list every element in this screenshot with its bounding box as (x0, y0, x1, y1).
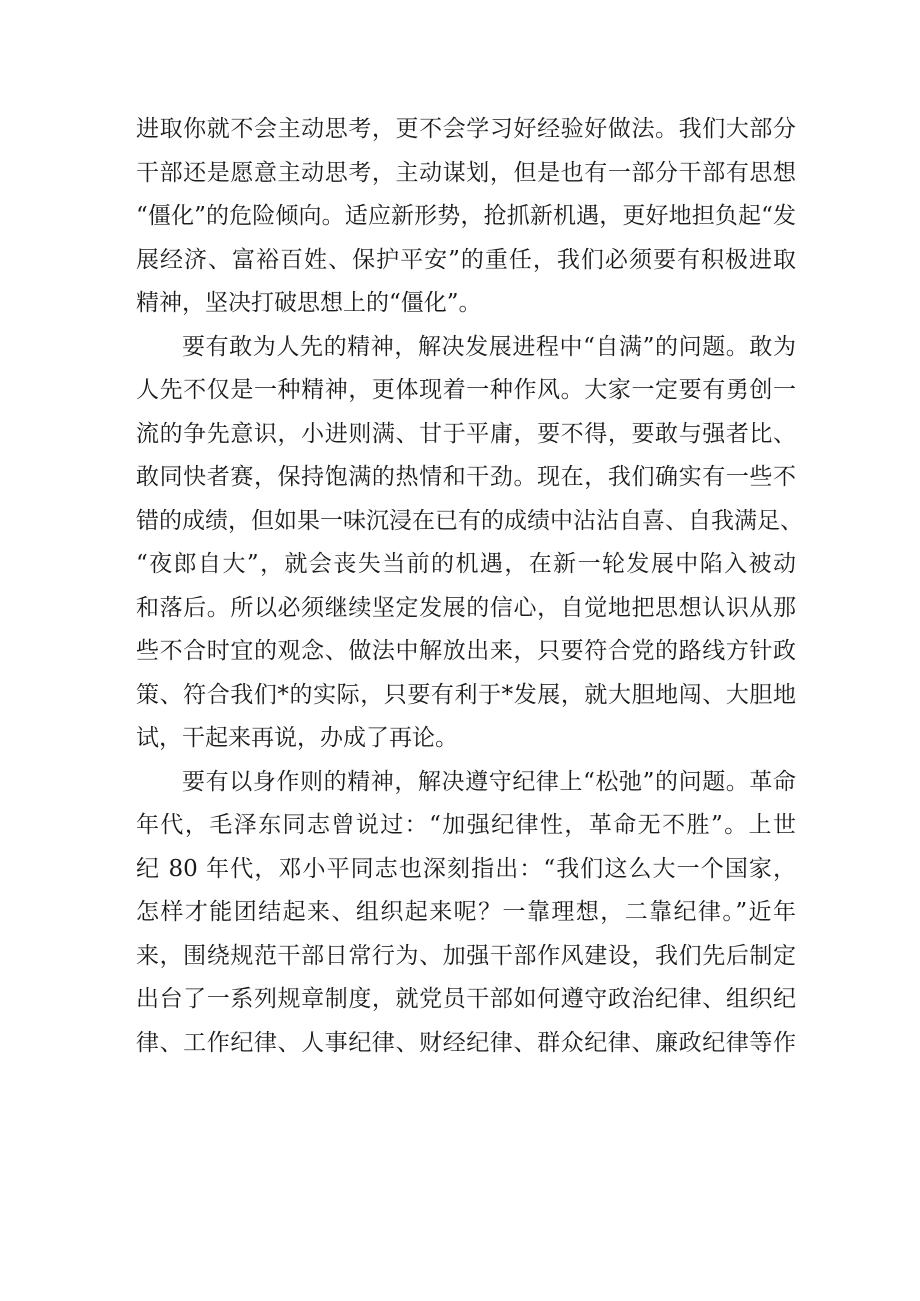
text-line: “僵化”的危险倾向。适应新形势，抢抓新机遇，更好地担负起“发 (136, 203, 796, 229)
text-line: “夜郎自大”，就会丧失当前的机遇，在新一轮发展中陷入被动 (136, 551, 796, 577)
text-line: 来，围绕规范干部日常行为、加强干部作风建设，我们先后制定 (136, 942, 796, 969)
text-line: 试，干起来再说，办成了再论。 (136, 725, 458, 751)
text-line: 年代，毛泽东同志曾说过：“加强纪律性，革命无不胜”。上世 (136, 812, 796, 838)
text-line: 纪 80 年代，邓小平同志也深刻指出：“我们这么大一个国家， (136, 855, 796, 882)
text-line: 流的争先意识，小进则满、甘于平庸，要不得，要敢与强者比、 (136, 420, 796, 447)
paragraph-1 (136, 108, 796, 326)
text-line: 怎样才能团结起来、组织起来呢？一靠理想，二靠纪律。”近年 (136, 899, 796, 925)
text-line: 干部还是愿意主动思考，主动谋划，但是也有一部分干部有思想 (136, 159, 796, 186)
text-line: 律、工作纪律、人事纪律、财经纪律、群众纪律、廉政纪律等作 (136, 1029, 796, 1056)
text-line: 展经济、富裕百姓、保护平安”的重任，我们必须要有积极进取 (136, 246, 796, 273)
text-line: 些不合时宜的观念、做法中解放出来，只要符合党的路线方针政 (136, 638, 796, 664)
text-line: 敢同快者赛，保持饱满的热情和干劲。现在，我们确实有一些不 (136, 464, 796, 490)
text-line: 要有敢为人先的精神，解决发展进程中“自满”的问题。敢为 (182, 333, 796, 360)
paragraph-3 (136, 761, 796, 1066)
text-line: 错的成绩，但如果一味沉浸在已有的成绩中沾沾自喜、自我满足、 (136, 507, 803, 534)
text-line: 和落后。所以必须继续坚定发展的信心，自觉地把思想认识从那 (136, 594, 796, 621)
text-line: 要有以身作则的精神，解决遵守纪律上“松弛”的问题。革命 (182, 768, 796, 795)
text-line: 进取你就不会主动思考，更不会学习好经验好做法。我们大部分 (136, 116, 796, 142)
document-body (136, 108, 803, 1065)
text-line: 精神，坚决打破思想上的“僵化”。 (136, 290, 482, 316)
text-line: 策、符合我们*的实际，只要有利于*发展，就大胆地闯、大胆地 (136, 681, 796, 708)
text-line: 人先不仅是一种精神，更体现着一种作风。大家一定要有勇创一 (136, 377, 796, 403)
text-line: 出台了一系列规章制度，就党员干部如何遵守政治纪律、组织纪 (136, 986, 796, 1012)
paragraph-2 (136, 326, 803, 761)
